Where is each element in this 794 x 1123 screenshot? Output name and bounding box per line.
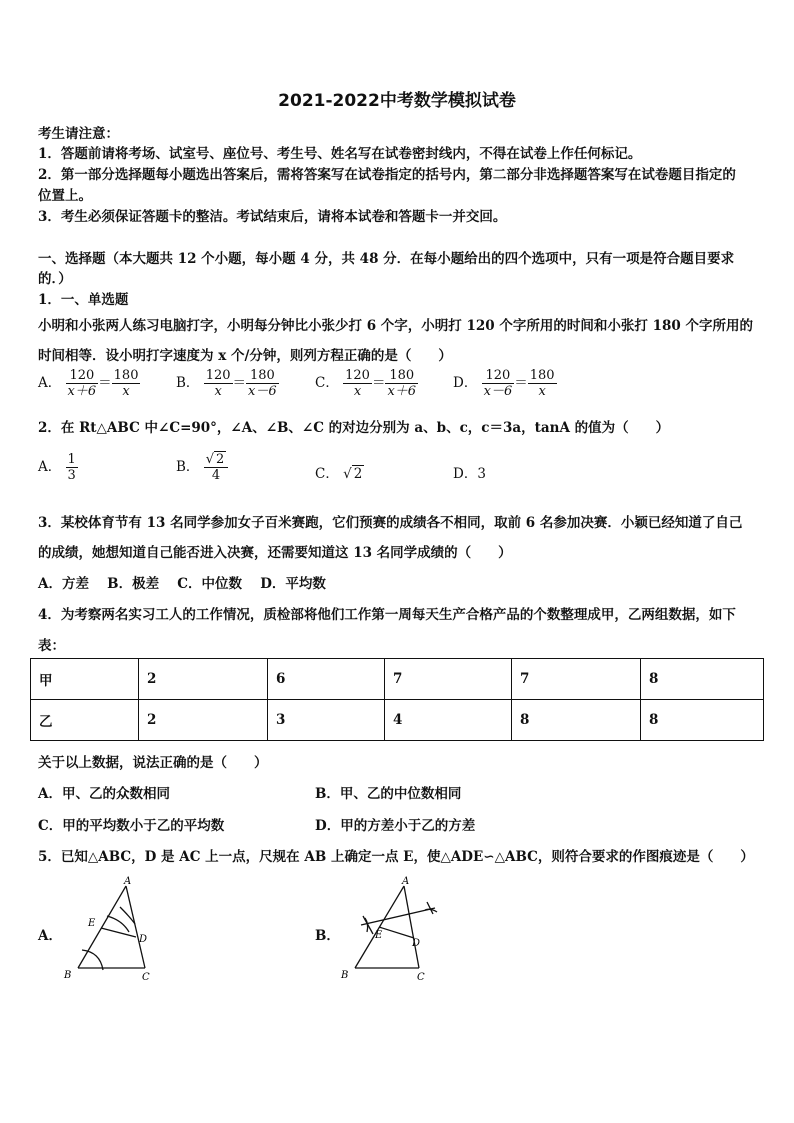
q1-option-a[interactable]: A． $\frac{120}{x+6}$ ＝ $\frac{180}{x}$	[38, 368, 139, 399]
point-label-c: C	[417, 972, 425, 983]
q1-a-left-fraction: $\frac{120}{x+6}$	[67, 368, 97, 399]
triangle-side-ac	[126, 886, 148, 968]
q3-stem-line1: 3．某校体育节有 13 名同学参加女子百米赛跑，它们预赛的成绩各不相同，取前 6 名参加决赛．小颖已经知道了自己	[38, 515, 743, 531]
q1-b-left-fraction: $\frac{120}{x}$	[205, 368, 231, 399]
q4-question: 关于以上数据，说法正确的是（ ）	[38, 755, 268, 771]
q1-d-left-fraction: $\frac{120}{x-6}$	[483, 368, 513, 399]
q1-option-c[interactable]: C． $\frac{120}{x}$ ＝ $\frac{180}{x+6}$	[315, 368, 417, 399]
perpendicular-bisector	[361, 908, 435, 925]
q1-option-b[interactable]: B． $\frac{120}{x}$ ＝ $\frac{180}{x-6}$	[176, 368, 277, 399]
q4-option-a[interactable]: A．甲、乙的众数相同	[38, 786, 170, 802]
q5-figure-b	[335, 872, 450, 987]
point-label-d: D	[412, 938, 421, 949]
segment-de	[101, 928, 136, 937]
point-label-d: D	[139, 934, 148, 945]
table-cell: 2	[139, 659, 268, 700]
q1-c-right-fraction: $\frac{180}{x+6}$	[387, 368, 417, 399]
table-cell: 8	[641, 659, 764, 700]
table-cell: 8	[641, 700, 764, 741]
q3-options[interactable]: A．方差 B．极差 C．中位数 D．平均数	[38, 576, 326, 592]
q5-option-a[interactable]: A．	[38, 928, 62, 944]
triangle-side-ac	[404, 886, 419, 968]
table-cell: 8	[512, 700, 641, 741]
q2-option-c[interactable]: C． √ 2	[315, 466, 363, 482]
point-label-b: B	[341, 970, 349, 981]
construction-arc-b	[82, 950, 103, 970]
point-label-a: A	[402, 876, 410, 887]
q4-stem-line2: 表：	[38, 638, 65, 654]
q4-option-d[interactable]: D．甲的方差小于乙的方差	[315, 818, 476, 834]
q2-stem: 2．在 Rt△ABC 中∠C=90°，∠A、∠B、∠C 的对边分别为 a、b、c，c＝3a，tanA 的值为（ ）	[38, 420, 670, 436]
table-row	[31, 659, 764, 700]
segment-de	[379, 927, 414, 938]
q5-figure-a	[60, 872, 170, 987]
q1-a-right-fraction: $\frac{180}{x}$	[113, 368, 139, 399]
q5-option-b[interactable]: B．	[315, 928, 340, 944]
q1-stem-line2: 时间相等．设小明打字速度为 x 个/分钟，则列方程正确的是（ ）	[38, 348, 452, 364]
table-cell: 7	[512, 659, 641, 700]
notice-item-1: 1．答题前请将考场、试室号、座位号、考生号、姓名写在试卷密封线内，不得在试卷上作任何标记。	[38, 146, 642, 162]
q3-stem-line2: 的成绩，她想知道自己能否进入决赛，还需要知道这 13 名同学成绩的（ ）	[38, 545, 512, 561]
q4-option-c[interactable]: C．甲的平均数小于乙的平均数	[38, 818, 225, 834]
q4-stem-line1: 4．为考察两名实习工人的工作情况，质检部将他们工作第一周每天生产合格产品的个数整理成甲，乙两组数据，如下	[38, 607, 736, 623]
q1-stem-line1: 小明和小张两人练习电脑打字，小明每分钟比小张少打 6 个字，小明打 120 个字所用的时间和小张打 180 个字所用的	[38, 318, 753, 334]
q1-c-left-fraction: $\frac{120}{x}$	[345, 368, 370, 399]
notice-item-3: 3．考生必须保证答题卡的整洁。考试结束后，请将本试卷和答题卡一并交回。	[38, 209, 507, 225]
table-cell: 4	[385, 700, 512, 741]
table-cell: 2	[139, 700, 268, 741]
notice-item-2: 2．第一部分选择题每小题选出答案后，需将答案写在试卷指定的括号内，第二部分非选择题答案写在试卷题目指定的	[38, 167, 736, 183]
q4-option-b[interactable]: B．甲、乙的中位数相同	[315, 786, 462, 802]
table-row	[31, 700, 764, 741]
page-title: 2021-2022中考数学模拟试卷	[278, 91, 516, 111]
q2-option-b[interactable]: B． $\frac{√ 2}{4}$	[176, 452, 228, 483]
q1-label: 1．一、单选题	[38, 292, 129, 308]
point-label-e: E	[375, 930, 383, 941]
q1-b-right-fraction: $\frac{180}{x-6}$	[248, 368, 277, 399]
point-label-e: E	[88, 918, 96, 929]
point-label-c: C	[142, 972, 150, 983]
table-cell: 3	[268, 700, 385, 741]
notice-heading: 考生请注意：	[38, 126, 119, 142]
q2-b-fraction: $\frac{√ 2}{4}$	[204, 452, 229, 483]
q1-option-d[interactable]: D． $\frac{120}{x-6}$ ＝ $\frac{180}{x}$	[453, 368, 555, 399]
q1-d-right-fraction: $\frac{180}{x}$	[529, 368, 555, 399]
notice-item-2-cont: 位置上。	[38, 188, 92, 204]
table-cell: 6	[268, 659, 385, 700]
section-heading: 一、选择题（本大题共 12 个小题，每小题 4 分，共 48 分．在每小题给出的四个选项中，只有一项是符合题目要求	[38, 251, 735, 267]
construction-arc-e	[107, 916, 129, 932]
point-label-a: A	[124, 876, 132, 887]
q2-a-fraction: $\frac{1}{3}$	[67, 452, 76, 483]
q5-stem: 5．已知△ABC，D 是 AC 上一点，尺规在 AB 上确定一点 E，使△ADE∽△ABC，则符合要求的作图痕迹是（ ）	[38, 849, 754, 865]
triangle-side-ab	[78, 886, 126, 968]
table-cell: 7	[385, 659, 512, 700]
q4-data-table	[30, 658, 764, 741]
point-label-b: B	[64, 970, 72, 981]
section-heading-cont: 的．）	[38, 271, 72, 287]
q2-option-a[interactable]: A． $\frac{1}{3}$	[38, 452, 76, 483]
table-cell: 甲	[31, 659, 139, 700]
q2-c-sqrt: √ 2	[343, 466, 363, 482]
table-cell: 乙	[31, 700, 139, 741]
q2-option-d[interactable]: D．3	[453, 466, 486, 482]
